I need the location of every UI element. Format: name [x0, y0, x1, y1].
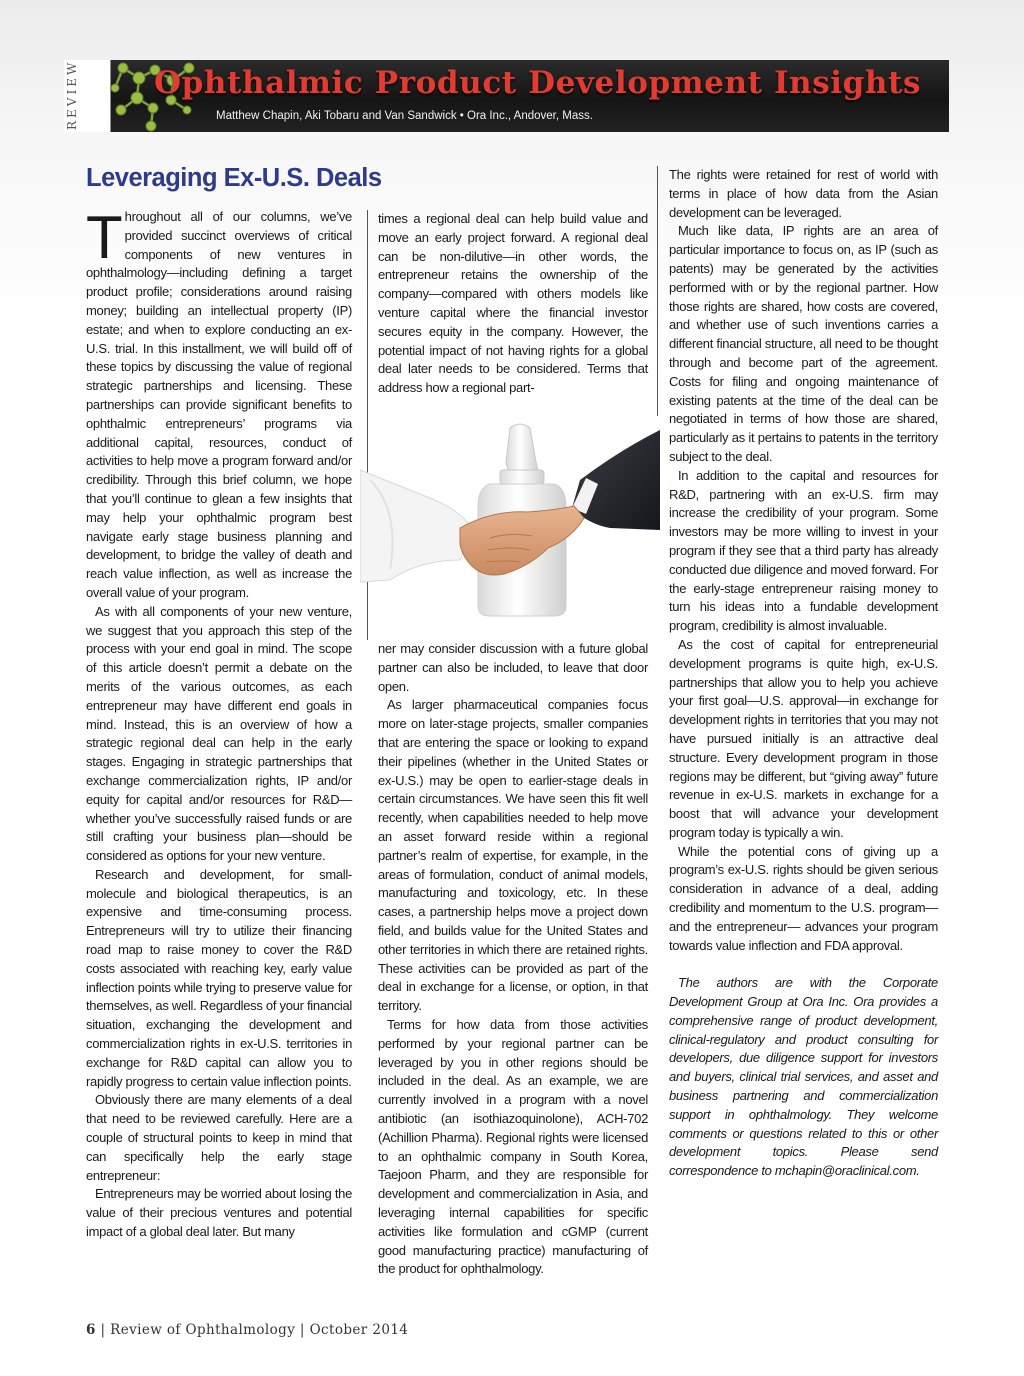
column-title: Ophthalmic Product Development Insights: [154, 65, 922, 101]
article-column-1: [86, 204, 352, 1242]
article-paragraph: Terms for how data from those activities performed by your regional partner can be leveraged by you in other regions should be included in the deal. As an example, we are currently involved in a program with a novel antibiotic (an isothiazoquinolone), ACH-702 (Achillion Pharma). Regional rights were licensed to an ophthalmic company in South Korea, Taejoon Pharm, and they are responsible for development and commercialization in Asia, and leveraging internal capabilities for specific activities like formulation and cGMP (current good manufacturing practice) manufacturing of the product for ophthalmology.: [378, 1016, 648, 1277]
issue-date: October 2014: [309, 1322, 409, 1338]
publication-name: Review of Ophthalmology: [110, 1322, 296, 1338]
author-note: The authors are with the Corporate Development Group at Ora Inc. Ora provides a comprehensive range of product development, clinical-regulatory and product consulting for developers, due diligence support for investors and buyers, clinical trial services, and asset and business partnering and commercialization support in ophthalmology. They welcome comments or questions related to this or other development topics. Please send correspondence to mchapin@oraclinical.com.: [669, 975, 938, 1179]
article-column-3: [669, 166, 938, 1181]
article-headline: Leveraging Ex-U.S. Deals: [86, 164, 382, 192]
column-banner: [111, 60, 949, 132]
column-authors: Matthew Chapin, Aki Tobaru and Van Sandwick • Ora Inc., Andover, Mass.: [216, 110, 593, 122]
article-paragraph: Research and development, for small-molecule and biological therapeutics, is an expensive and time-consuming process. Entrepreneurs will try to utilize their financing road map to raise money to cover the R&D costs associated with reaching key, early value inflection points while trying to preserve value for themselves, as well. Regardless of your financial situation, exchanging the development and commercialization rights in ex-U.S. territories in exchange for R&D capital can allow you to rapidly progress to certain value inflection points.: [86, 866, 352, 1089]
section-label: REVIEW: [65, 59, 79, 130]
article-paragraph: The rights were retained for rest of world with terms in place of how data from the Asian development can be leveraged.: [669, 167, 938, 220]
article-paragraph: As the cost of capital for entrepreneurial development programs is quite high, ex-U.S. partnerships that allow you to help you achieve your first goal—U.S. approval—in exchange for development rights in territories that you may not have pursued initially is an attractive deal structure. Every development program in those regions may be different, but “giving away” future revenue in ex-U.S. markets in exchange for a boost that will advance your development program today is typically a win.: [669, 636, 938, 840]
article-paragraph: As larger pharmaceutical companies focus more on later-stage projects, smaller companies that are entering the space or looking to expand their pipelines (whether in the United States or ex-U.S.) may be open to earlier-stage deals in certain circumstances. We have seen this fit well recently, when capabilities needed to help move an asset forward reside within a regional partner’s realm of expertise, for example, in the areas of formulation, conduct of animal models, manufacturing and toxicology, etc. In these cases, a partnership helps move a project down field, and builds value for the United States and other territories in which there are retained rights. These activities can be provided as part of the deal in exchange for a license, or option, in that territory.: [378, 697, 648, 1014]
article-paragraph: In addition to the capital and resources for R&D, partnering with an ex-U.S. firm may increase the credibility of your program. Some investors may be more willing to invest in your program if they see that a third party has already conducted due diligence and moved forward. For the early-stage entrepreneur raising money to turn his ideas into a fundable development program, credibility is almost invaluable.: [669, 467, 938, 634]
drop-cap: T: [86, 204, 123, 271]
article-paragraph: As with all components of your new venture, we suggest that you approach this step of the process with your end goal in mind. The scope of this article doesn’t permit a debate on the merits of the various outcomes, as each entrepreneur may have different end goals in mind. Instead, this is an overview of how a strategic regional deal can help in the early stages. Engaging in strategic partnerships that exchange commercialization rights, IP and/or equity for capital and/or resources for R&D—whether you’ve successfully raised funds or are still crafting your business plan—should be considered as options for your new venture.: [86, 603, 352, 864]
column-divider: [657, 166, 658, 416]
article-paragraph: Obviously there are many elements of a deal that need to be reviewed carefully. Here are a couple of structural points to keep in mind that can specifically help the early stage entrepreneur:: [86, 1092, 352, 1183]
article-paragraph: times a regional deal can help build value and move an early project forward. A regional deal can be non-dilutive—in other words, the entrepreneur retains the ownership of the company—compared with others models like venture capital where the financial investor secures equity in the company. However, the potential impact of not having rights for a global deal later needs to be considered. Terms that address how a regional part-: [378, 211, 648, 396]
article-paragraph: Entrepreneurs may be worried about losing the value of their precious ventures and potential impact of a global deal later. But many: [86, 1186, 352, 1240]
article-column-2-top: [378, 210, 648, 398]
article-paragraph: ner may consider discussion with a future global partner can also be included, to leave that door open.: [378, 641, 648, 694]
handshake-eyedrop-bottle-photo-icon: [360, 410, 660, 625]
article-column-2-bottom: [378, 640, 648, 1279]
article-paragraph: Much like data, IP rights are an area of particular importance to focus on, as IP (such as patents) may be generated by the activities performed with or by the regional partner. How those rights are shared, how costs are covered, and whether use of such inventions carries a different financial structure, all need to be thought through and become part of the agreement. Costs for filing and ongoing maintenance of existing patents at the time of the deal can be negotiated in terms of how those are shared, particularly as it pertains to patents in the territory subject to the deal.: [669, 223, 938, 464]
article-paragraph: While the potential cons of giving up a program’s ex-U.S. rights should be given serious consideration in advance of a deal, adding credibility and momentum to the U.S. program—and the entrepreneur— advances your program towards value inflection and FDA approval.: [669, 843, 938, 953]
page-footer: 6 | Review of Ophthalmology | October 2014: [86, 1322, 409, 1338]
page-number: 6: [86, 1322, 96, 1338]
article-paragraph: Throughout all of our columns, we’ve provided succinct overviews of critical components of new ventures in ophthalmology—including defining a target product profile; considerations around raising money; building an intellectual property (IP) estate; and when to explore conducting an ex-U.S. trial. In this installment, we will build off of these topics by discussing the value of regional strategic partnerships and licensing. These partnerships can provide significant benefits to ophthalmic entrepreneurs’ programs via additional capital, resources, conduct of activities to help move a program forward and/or credibility. Through this brief column, we hope that you’ll continue to glean a few insights that may help your ophthalmic program best navigate early stage business planning and development, to bridge the valley of death and reach value inflection, as well as increase the overall value of your program.: [86, 204, 352, 600]
